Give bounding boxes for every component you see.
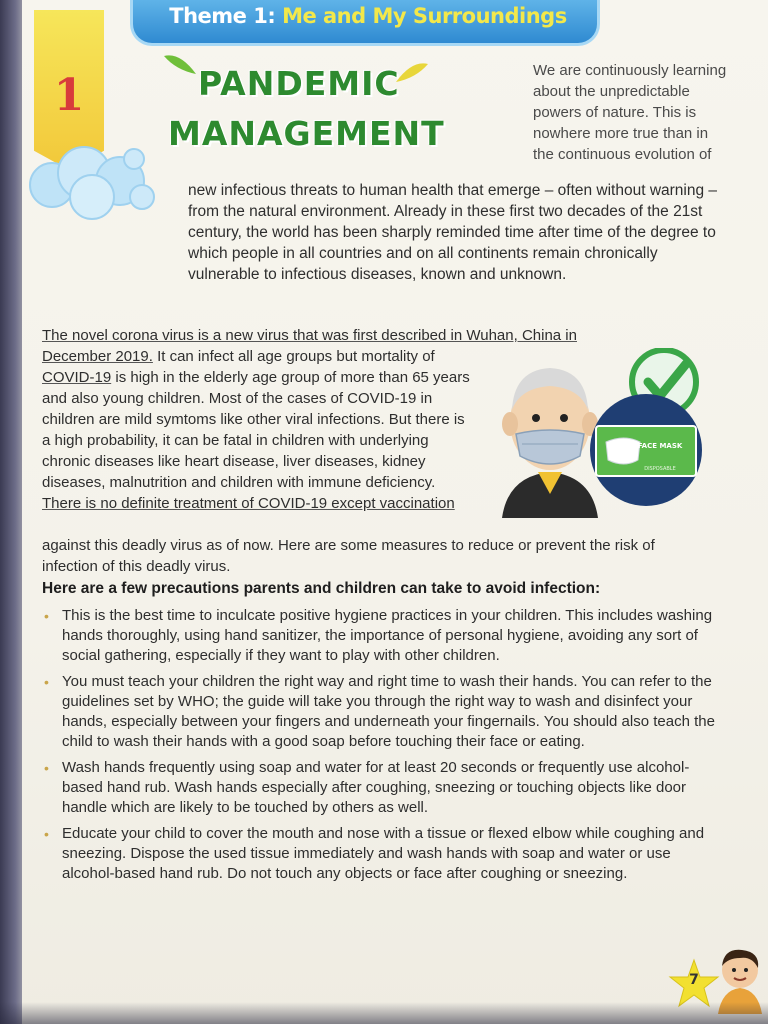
cloud-icon <box>22 135 162 225</box>
body-paragraph-first-line <box>42 325 662 346</box>
chapter-title-line-2: MANAGEMENT <box>168 114 445 153</box>
mask-label: FACE MASK <box>637 442 683 450</box>
list-item-text: Wash hands frequently using soap and water for at least 20 seconds or frequently use alcohol-based hand rub. Wash hands especially after coughing, sneezing or touching objects like door handle which are likely to be touched by others as well. <box>62 759 690 816</box>
theme-title <box>133 0 603 34</box>
list-item <box>42 824 722 884</box>
masked-man-icon <box>502 368 598 518</box>
mask-illustration <box>488 348 716 518</box>
leaf-left-icon <box>162 52 198 78</box>
underlined-date: December 2019. <box>42 348 153 365</box>
precautions-heading: Here are a few precautions parents and children can take to avoid infection: <box>42 580 601 597</box>
theme-banner <box>130 0 600 46</box>
bullet-icon: • <box>44 674 49 690</box>
list-item-text: Educate your child to cover the mouth and nose with a tissue or flexed elbow while coughing and sneezing. Dispose the used tissue immediately and wash hands with soap and water or use alcohol-based hand rub. Do not touch any objects or face after coughing or sneezing. <box>62 825 705 882</box>
intro-right-column: We are continuously learning about the unpredictable powers of nature. This is nowhere more true than in the continuous evolution of <box>533 62 727 163</box>
body-paragraph-narrow <box>42 346 472 514</box>
list-item <box>42 672 722 752</box>
face-mask-box-icon <box>590 394 702 506</box>
mask-sublabel: DISPOSABLE <box>644 466 676 472</box>
bullet-icon: • <box>44 760 49 776</box>
underlined-text: The novel corona virus is a new virus that was first described in Wuhan, China in <box>42 327 577 344</box>
list-item <box>42 758 722 818</box>
bullet-icon: • <box>44 608 49 624</box>
precautions-list <box>42 606 722 890</box>
body-paragraph-wide: against this deadly virus as of now. Here are some measures to reduce or prevent the risk of infection of this deadly virus. <box>42 537 655 575</box>
body-text: is high in the elderly age group of more than 65 years and also young children. Most of the cases of COVID-19 in children are mild symtoms like other viral infections. But there is a high probability, it can be fatal in children with underlying chronic diseases like heart disease, liver diseases, kidney diseases, malnutrition and children with immune deficiency. <box>42 369 470 491</box>
chapter-title-line-1: PANDEMIC <box>198 64 400 103</box>
theme-topic: Me and My Surroundings <box>282 4 567 28</box>
intro-paragraph: new infectious threats to human health that emerge – often without warning – from the natural environment. Already in these first two decades of the 21st century, the world has been sharply reminded time after time of the degree to which people in all countries and on all continents remain chronically vulnerable to infectious diseases, known and unknown. <box>188 182 718 283</box>
underlined-treatment: There is no definite treatment of COVID-19 except vaccination <box>42 495 455 512</box>
theme-label: Theme 1: <box>169 4 276 28</box>
bullet-icon: • <box>44 826 49 842</box>
list-item <box>42 606 722 666</box>
underlined-covid: COVID-19 <box>42 369 112 386</box>
page-number: 7 <box>689 972 699 988</box>
chapter-number: 1 <box>53 70 85 121</box>
page-shadow <box>0 1002 768 1024</box>
list-item-text: You must teach your children the right way and right time to wash their hands. You can refer to the guidelines set by WHO; the guide will take you through the right way to wash and disinfect your hands, especially between your fingers and underneath your fingernails. You should also teach the child to wash their hands with a good soap before touching their face or eating. <box>62 673 715 750</box>
body-text: It can infect all age groups but mortality of <box>152 348 435 365</box>
list-item-text: This is the best time to inculcate positive hygiene practices in your children. This includes washing hands thoroughly, using hand sanitizer, the importance of personal hygiene, avoiding any sort of social gathering, especially if they want to play with other children. <box>62 607 713 664</box>
